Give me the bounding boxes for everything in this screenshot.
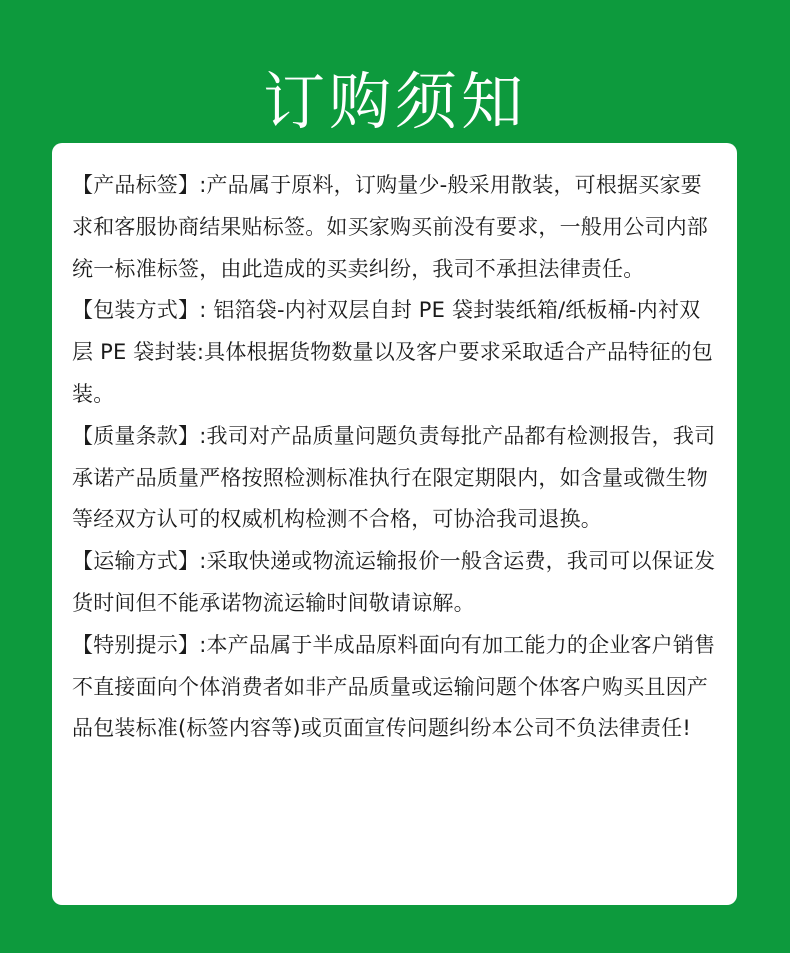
section-text: :产品属于原料，订购量少-般采用散装，可根据买家要求和客服协商结果贴标签。如买家购买前没有要求，一般用公司内部统一标准标签，由此造成的买卖纠纷，我司不承担法律责任。 [72, 173, 708, 281]
section-packaging [72, 290, 719, 415]
section-special-notice [72, 625, 719, 750]
section-text: : 铝箔袋-内衬双层自封 PE 袋封装纸箱/纸板桶-内衬双层 PE 袋封装:具体根据货物数量以及客户要求采取适合产品特征的包装。 [72, 298, 713, 406]
section-label: 【包装方式】 [72, 298, 200, 323]
section-quality-terms [72, 416, 719, 541]
section-label: 【运输方式】 [72, 549, 200, 574]
section-label: 【特别提示】 [72, 632, 200, 657]
notice-card [52, 143, 737, 905]
page-title: 订购须知 [262, 64, 527, 138]
section-label: 【质量条款】 [72, 423, 200, 448]
section-shipping [72, 541, 719, 625]
section-text: :本产品属于半成品原料面向有加工能力的企业客户销售不直接面向个体消费者如非产品质量或运输问题个体客户购买且因产品包装标准(标签内容等)或页面宣传问题纠纷本公司不负法律责任! [72, 632, 716, 741]
section-product-label [72, 165, 719, 290]
section-text: :采取快递或物流运输报价一般含运费，我司可以保证发货时间但不能承诺物流运输时间敬请谅解。 [72, 549, 716, 615]
section-label: 【产品标签】 [72, 173, 200, 197]
section-text: :我司对产品质量问题负责每批产品都有检测报告，我司承诺产品质量严格按照检测标准执行在限定期限内，如含量或微生物等经双方认可的权威机构检测不合格，可协洽我司退换。 [72, 423, 716, 532]
